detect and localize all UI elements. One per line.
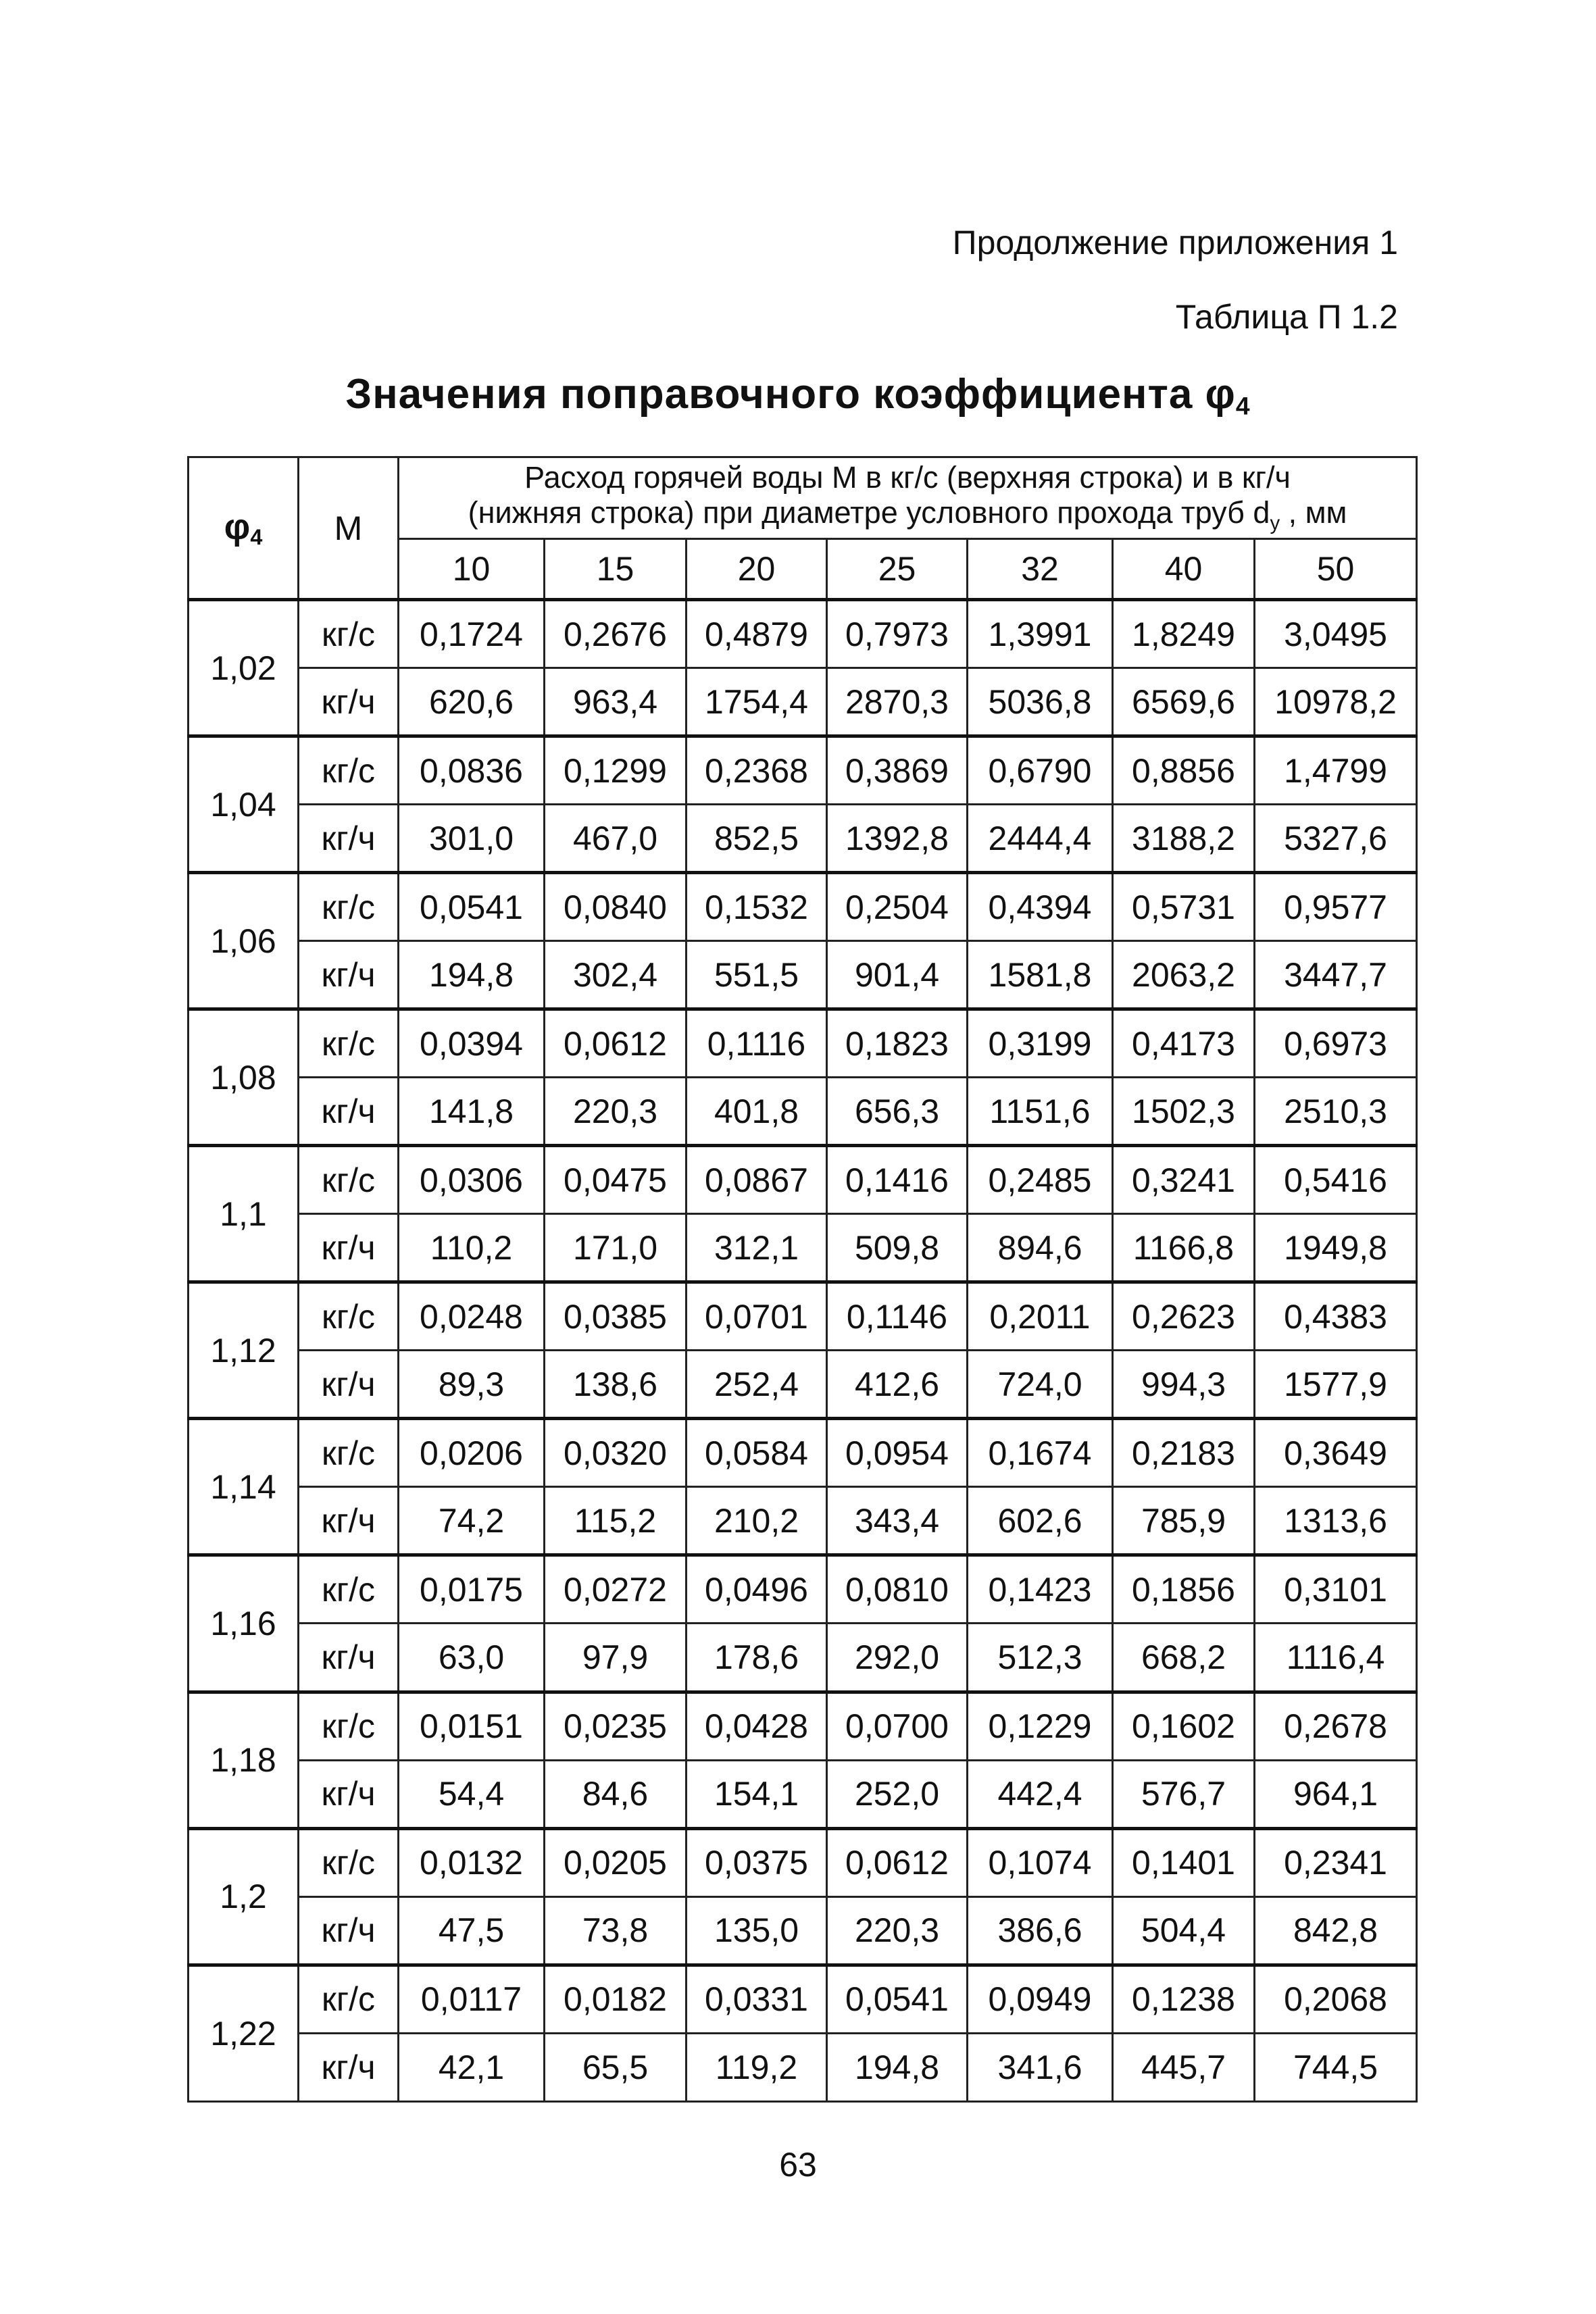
flow-kgh-cell: 312,1 [687, 1214, 827, 1282]
table-row-kgs [189, 1009, 1417, 1078]
flow-kgs-cell: 0,3869 [827, 736, 968, 805]
flow-kgh-cell: 1151,6 [968, 1078, 1113, 1146]
flow-kgh-cell: 1166,8 [1113, 1214, 1255, 1282]
unit-cell-kgh: кг/ч [299, 1078, 399, 1146]
flow-kgs-cell: 0,2678 [1255, 1692, 1417, 1760]
flow-kgs-cell: 0,0949 [968, 1965, 1113, 2033]
flow-kgs-cell: 0,4394 [968, 873, 1113, 941]
flow-kgs-cell: 0,1116 [687, 1009, 827, 1078]
diameter-header-cell: 40 [1113, 539, 1255, 600]
flow-kgs-cell: 0,0700 [827, 1692, 968, 1760]
flow-kgh-cell: 110,2 [399, 1214, 545, 1282]
flow-kgh-cell: 194,8 [399, 941, 545, 1009]
flow-kgh-cell: 341,6 [968, 2033, 1113, 2101]
unit-cell-kgh: кг/ч [299, 668, 399, 736]
table-row-kgs [189, 1146, 1417, 1214]
flow-kgh-cell: 1949,8 [1255, 1214, 1417, 1282]
diameter-header-cell: 50 [1255, 539, 1417, 600]
phi-value-cell: 1,18 [189, 1692, 299, 1828]
unit-cell-kgs: кг/с [299, 873, 399, 941]
flow-kgs-cell: 0,0541 [827, 1965, 968, 2033]
unit-cell-kgh: кг/ч [299, 1760, 399, 1828]
flow-kgh-cell: 135,0 [687, 1896, 827, 1965]
flow-kgs-cell: 0,0235 [545, 1692, 687, 1760]
flow-kgs-cell: 0,0205 [545, 1828, 687, 1896]
flow-kgs-cell: 3,0495 [1255, 600, 1417, 668]
diameter-header-cell: 15 [545, 539, 687, 600]
table-row-kgs [189, 873, 1417, 941]
unit-cell-kgs: кг/с [299, 1009, 399, 1078]
flow-kgs-cell: 0,0701 [687, 1282, 827, 1351]
unit-cell-kgh: кг/ч [299, 1214, 399, 1282]
flow-kgh-cell: 509,8 [827, 1214, 968, 1282]
flow-kgh-cell: 194,8 [827, 2033, 968, 2101]
flow-kgs-cell: 0,0612 [827, 1828, 968, 1896]
flow-kgs-cell: 0,0206 [399, 1419, 545, 1487]
table-row-kgh [189, 1896, 1417, 1965]
flow-kgs-cell: 0,1823 [827, 1009, 968, 1078]
flow-kgh-cell: 504,4 [1113, 1896, 1255, 1965]
flow-kgh-cell: 3188,2 [1113, 805, 1255, 873]
flow-kgh-cell: 785,9 [1113, 1487, 1255, 1555]
flow-kgh-cell: 138,6 [545, 1351, 687, 1419]
table-row-kgh [189, 805, 1417, 873]
flow-kgh-cell: 1581,8 [968, 941, 1113, 1009]
flow-kgs-cell: 0,4383 [1255, 1282, 1417, 1351]
phi-value-cell: 1,1 [189, 1146, 299, 1282]
flow-kgs-cell: 0,7973 [827, 600, 968, 668]
flow-kgh-cell: 467,0 [545, 805, 687, 873]
flow-kgs-cell: 0,2676 [545, 600, 687, 668]
flow-kgs-cell: 0,0541 [399, 873, 545, 941]
unit-cell-kgh: кг/ч [299, 805, 399, 873]
phi-value-cell: 1,06 [189, 873, 299, 1009]
flow-kgh-cell: 512,3 [968, 1624, 1113, 1692]
table-number: Таблица П 1.2 [1175, 298, 1398, 336]
flow-kgs-cell: 0,0117 [399, 1965, 545, 2033]
flow-kgh-cell: 5327,6 [1255, 805, 1417, 873]
flow-kgh-cell: 42,1 [399, 2033, 545, 2101]
flow-kgs-cell: 0,8856 [1113, 736, 1255, 805]
flow-kgh-cell: 445,7 [1113, 2033, 1255, 2101]
flow-kgs-cell: 0,2623 [1113, 1282, 1255, 1351]
flow-kgs-cell: 0,0475 [545, 1146, 687, 1214]
flow-kgs-cell: 0,2485 [968, 1146, 1113, 1214]
flow-kgh-cell: 6569,6 [1113, 668, 1255, 736]
diameter-header-cell: 20 [687, 539, 827, 600]
flow-kgs-cell: 0,1074 [968, 1828, 1113, 1896]
flow-kgh-cell: 1313,6 [1255, 1487, 1417, 1555]
flow-kgh-cell: 442,4 [968, 1760, 1113, 1828]
flow-kgs-cell: 0,5416 [1255, 1146, 1417, 1214]
flow-kgs-cell: 0,4173 [1113, 1009, 1255, 1078]
phi-value-cell: 1,2 [189, 1828, 299, 1965]
flow-kgs-cell: 0,0385 [545, 1282, 687, 1351]
unit-cell-kgs: кг/с [299, 1146, 399, 1214]
flow-kgh-cell: 343,4 [827, 1487, 968, 1555]
flow-kgs-cell: 0,0175 [399, 1555, 545, 1624]
flow-header-line1: Расход горячей воды М в кг/с (верхняя строка) и в кг/ч [524, 460, 1291, 495]
flow-kgh-cell: 2510,3 [1255, 1078, 1417, 1146]
flow-kgh-cell: 894,6 [968, 1214, 1113, 1282]
flow-kgs-cell: 0,0375 [687, 1828, 827, 1896]
flow-kgh-cell: 47,5 [399, 1896, 545, 1965]
unit-cell-kgs: кг/с [299, 736, 399, 805]
unit-cell-kgh: кг/ч [299, 1487, 399, 1555]
unit-cell-kgh: кг/ч [299, 941, 399, 1009]
flow-kgh-cell: 1392,8 [827, 805, 968, 873]
table-row-kgs [189, 1965, 1417, 2033]
flow-kgs-cell: 0,2368 [687, 736, 827, 805]
phi-column-header: $\varphi_4$ [189, 457, 299, 600]
flow-kgs-cell: 0,2011 [968, 1282, 1113, 1351]
table-row-kgs [189, 736, 1417, 805]
diameter-header-cell: 10 [399, 539, 545, 600]
m-column-header: M [299, 457, 399, 600]
flow-kgh-cell: 963,4 [545, 668, 687, 736]
diameter-header-cell: 32 [968, 539, 1113, 600]
flow-kgs-cell: 0,1401 [1113, 1828, 1255, 1896]
flow-kgs-cell: 0,9577 [1255, 873, 1417, 941]
table-row-kgs [189, 600, 1417, 668]
flow-kgh-cell: 97,9 [545, 1624, 687, 1692]
flow-kgh-cell: 842,8 [1255, 1896, 1417, 1965]
flow-kgs-cell: 0,0836 [399, 736, 545, 805]
phi-value-cell: 1,08 [189, 1009, 299, 1146]
flow-kgh-cell: 301,0 [399, 805, 545, 873]
flow-kgh-cell: 5036,8 [968, 668, 1113, 736]
flow-kgs-cell: 0,1238 [1113, 1965, 1255, 2033]
flow-kgs-cell: 0,0132 [399, 1828, 545, 1896]
unit-cell-kgh: кг/ч [299, 1351, 399, 1419]
flow-kgs-cell: 0,2183 [1113, 1419, 1255, 1487]
flow-kgh-cell: 10978,2 [1255, 668, 1417, 736]
flow-kgs-cell: 0,1299 [545, 736, 687, 805]
flow-kgh-cell: 901,4 [827, 941, 968, 1009]
flow-kgh-cell: 744,5 [1255, 2033, 1417, 2101]
flow-kgh-cell: 220,3 [545, 1078, 687, 1146]
unit-cell-kgs: кг/с [299, 1419, 399, 1487]
flow-kgs-cell: 0,6790 [968, 736, 1113, 805]
table-row-kgs [189, 1282, 1417, 1351]
flow-kgh-cell: 73,8 [545, 1896, 687, 1965]
flow-kgs-cell: 0,3649 [1255, 1419, 1417, 1487]
phi-value-cell: 1,22 [189, 1965, 299, 2101]
flow-kgh-cell: 252,0 [827, 1760, 968, 1828]
flow-kgs-cell: 0,0867 [687, 1146, 827, 1214]
table-title [0, 370, 1596, 420]
table-row-kgh [189, 1624, 1417, 1692]
flow-kgh-cell: 2870,3 [827, 668, 968, 736]
table-row-kgh [189, 1078, 1417, 1146]
flow-kgs-cell: 0,0272 [545, 1555, 687, 1624]
table-row-kgh [189, 1214, 1417, 1282]
table-row-kgs [189, 1555, 1417, 1624]
flow-kgs-cell: 0,3199 [968, 1009, 1113, 1078]
flow-kgs-cell: 0,1674 [968, 1419, 1113, 1487]
flow-kgh-cell: 620,6 [399, 668, 545, 736]
flow-kgh-cell: 994,3 [1113, 1351, 1255, 1419]
flow-kgh-cell: 74,2 [399, 1487, 545, 1555]
unit-cell-kgs: кг/с [299, 1828, 399, 1896]
table-title-text: Значения поправочного коэффициента φ [345, 371, 1236, 418]
flow-kgh-cell: 1577,9 [1255, 1351, 1417, 1419]
flow-kgs-cell: 0,1229 [968, 1692, 1113, 1760]
flow-kgs-cell: 0,3241 [1113, 1146, 1255, 1214]
flow-kgh-cell: 141,8 [399, 1078, 545, 1146]
flow-kgs-cell: 0,0394 [399, 1009, 545, 1078]
flow-kgh-cell: 252,4 [687, 1351, 827, 1419]
table-body [189, 600, 1417, 2102]
flow-kgs-cell: 0,0151 [399, 1692, 545, 1760]
flow-kgh-cell: 65,5 [545, 2033, 687, 2101]
flow-kgh-cell: 171,0 [545, 1214, 687, 1282]
flow-kgh-cell: 3447,7 [1255, 941, 1417, 1009]
flow-kgs-cell: 0,5731 [1113, 873, 1255, 941]
table-row-kgh [189, 1351, 1417, 1419]
table-row-kgs [189, 1419, 1417, 1487]
flow-kgs-cell: 1,4799 [1255, 736, 1417, 805]
flow-kgs-cell: 0,0496 [687, 1555, 827, 1624]
flow-kgh-cell: 724,0 [968, 1351, 1113, 1419]
flow-kgs-cell: 0,6973 [1255, 1009, 1417, 1078]
unit-cell-kgs: кг/с [299, 1282, 399, 1351]
unit-cell-kgs: кг/с [299, 1965, 399, 2033]
table-row-kgh [189, 1760, 1417, 1828]
unit-cell-kgh: кг/ч [299, 1624, 399, 1692]
flow-kgs-cell: 0,1724 [399, 600, 545, 668]
continuation-label: Продолжение приложения 1 [952, 224, 1398, 261]
flow-kgh-cell: 119,2 [687, 2033, 827, 2101]
flow-kgs-cell: 0,1602 [1113, 1692, 1255, 1760]
flow-kgs-cell: 0,0320 [545, 1419, 687, 1487]
flow-kgs-cell: 0,0584 [687, 1419, 827, 1487]
unit-cell-kgh: кг/ч [299, 2033, 399, 2101]
flow-header [399, 457, 1417, 539]
flow-kgs-cell: 0,0182 [545, 1965, 687, 2033]
flow-kgs-cell: 0,0306 [399, 1146, 545, 1214]
unit-cell-kgh: кг/ч [299, 1896, 399, 1965]
flow-kgh-cell: 178,6 [687, 1624, 827, 1692]
flow-kgs-cell: 0,0428 [687, 1692, 827, 1760]
table-row-kgh [189, 1487, 1417, 1555]
flow-kgh-cell: 1502,3 [1113, 1078, 1255, 1146]
flow-kgh-cell: 386,6 [968, 1896, 1113, 1965]
flow-kgh-cell: 551,5 [687, 941, 827, 1009]
flow-kgh-cell: 668,2 [1113, 1624, 1255, 1692]
unit-cell-kgs: кг/с [299, 600, 399, 668]
flow-kgs-cell: 0,0612 [545, 1009, 687, 1078]
flow-kgs-cell: 0,1146 [827, 1282, 968, 1351]
flow-kgh-cell: 2063,2 [1113, 941, 1255, 1009]
flow-kgs-cell: 0,1416 [827, 1146, 968, 1214]
flow-kgh-cell: 115,2 [545, 1487, 687, 1555]
flow-header-line2: (нижняя строка) при диаметре условного прохода труб $d_у$ , мм [468, 495, 1347, 535]
table-row-kgs [189, 1828, 1417, 1896]
unit-cell-kgs: кг/с [299, 1555, 399, 1624]
flow-kgs-cell: 0,2341 [1255, 1828, 1417, 1896]
correction-coefficient-table [187, 456, 1418, 2103]
flow-kgh-cell: 401,8 [687, 1078, 827, 1146]
diameter-header-cell: 25 [827, 539, 968, 600]
flow-kgh-cell: 292,0 [827, 1624, 968, 1692]
flow-kgh-cell: 63,0 [399, 1624, 545, 1692]
flow-kgh-cell: 84,6 [545, 1760, 687, 1828]
flow-kgh-cell: 576,7 [1113, 1760, 1255, 1828]
flow-kgs-cell: 0,2068 [1255, 1965, 1417, 2033]
flow-kgh-cell: 1116,4 [1255, 1624, 1417, 1692]
flow-kgh-cell: 89,3 [399, 1351, 545, 1419]
flow-kgh-cell: 210,2 [687, 1487, 827, 1555]
flow-kgh-cell: 154,1 [687, 1760, 827, 1828]
flow-kgs-cell: 0,0810 [827, 1555, 968, 1624]
flow-kgh-cell: 656,3 [827, 1078, 968, 1146]
flow-kgs-cell: 0,0954 [827, 1419, 968, 1487]
table-title-subscript: 4 [1235, 391, 1251, 420]
phi-value-cell: 1,12 [189, 1282, 299, 1419]
table-row-kgh [189, 2033, 1417, 2101]
flow-kgh-cell: 412,6 [827, 1351, 968, 1419]
flow-kgs-cell: 1,8249 [1113, 600, 1255, 668]
flow-kgh-cell: 852,5 [687, 805, 827, 873]
flow-kgh-cell: 964,1 [1255, 1760, 1417, 1828]
flow-kgs-cell: 0,0840 [545, 873, 687, 941]
flow-kgh-cell: 2444,4 [968, 805, 1113, 873]
table-row-kgh [189, 668, 1417, 736]
flow-kgs-cell: 0,3101 [1255, 1555, 1417, 1624]
flow-kgh-cell: 602,6 [968, 1487, 1113, 1555]
phi-value-cell: 1,14 [189, 1419, 299, 1555]
flow-kgs-cell: 0,1423 [968, 1555, 1113, 1624]
flow-kgs-cell: 0,2504 [827, 873, 968, 941]
flow-kgs-cell: 0,4879 [687, 600, 827, 668]
flow-kgs-cell: 0,0331 [687, 1965, 827, 2033]
flow-kgs-cell: 0,1856 [1113, 1555, 1255, 1624]
unit-cell-kgs: кг/с [299, 1692, 399, 1760]
flow-kgh-cell: 1754,4 [687, 668, 827, 736]
phi-value-cell: 1,16 [189, 1555, 299, 1692]
flow-kgh-cell: 220,3 [827, 1896, 968, 1965]
table-row-kgh [189, 941, 1417, 1009]
flow-kgh-cell: 54,4 [399, 1760, 545, 1828]
page-number: 63 [779, 2146, 817, 2184]
flow-kgs-cell: 1,3991 [968, 600, 1113, 668]
phi-value-cell: 1,02 [189, 600, 299, 736]
table-row-kgs [189, 1692, 1417, 1760]
flow-kgs-cell: 0,1532 [687, 873, 827, 941]
flow-kgh-cell: 302,4 [545, 941, 687, 1009]
phi-value-cell: 1,04 [189, 736, 299, 873]
flow-kgs-cell: 0,0248 [399, 1282, 545, 1351]
